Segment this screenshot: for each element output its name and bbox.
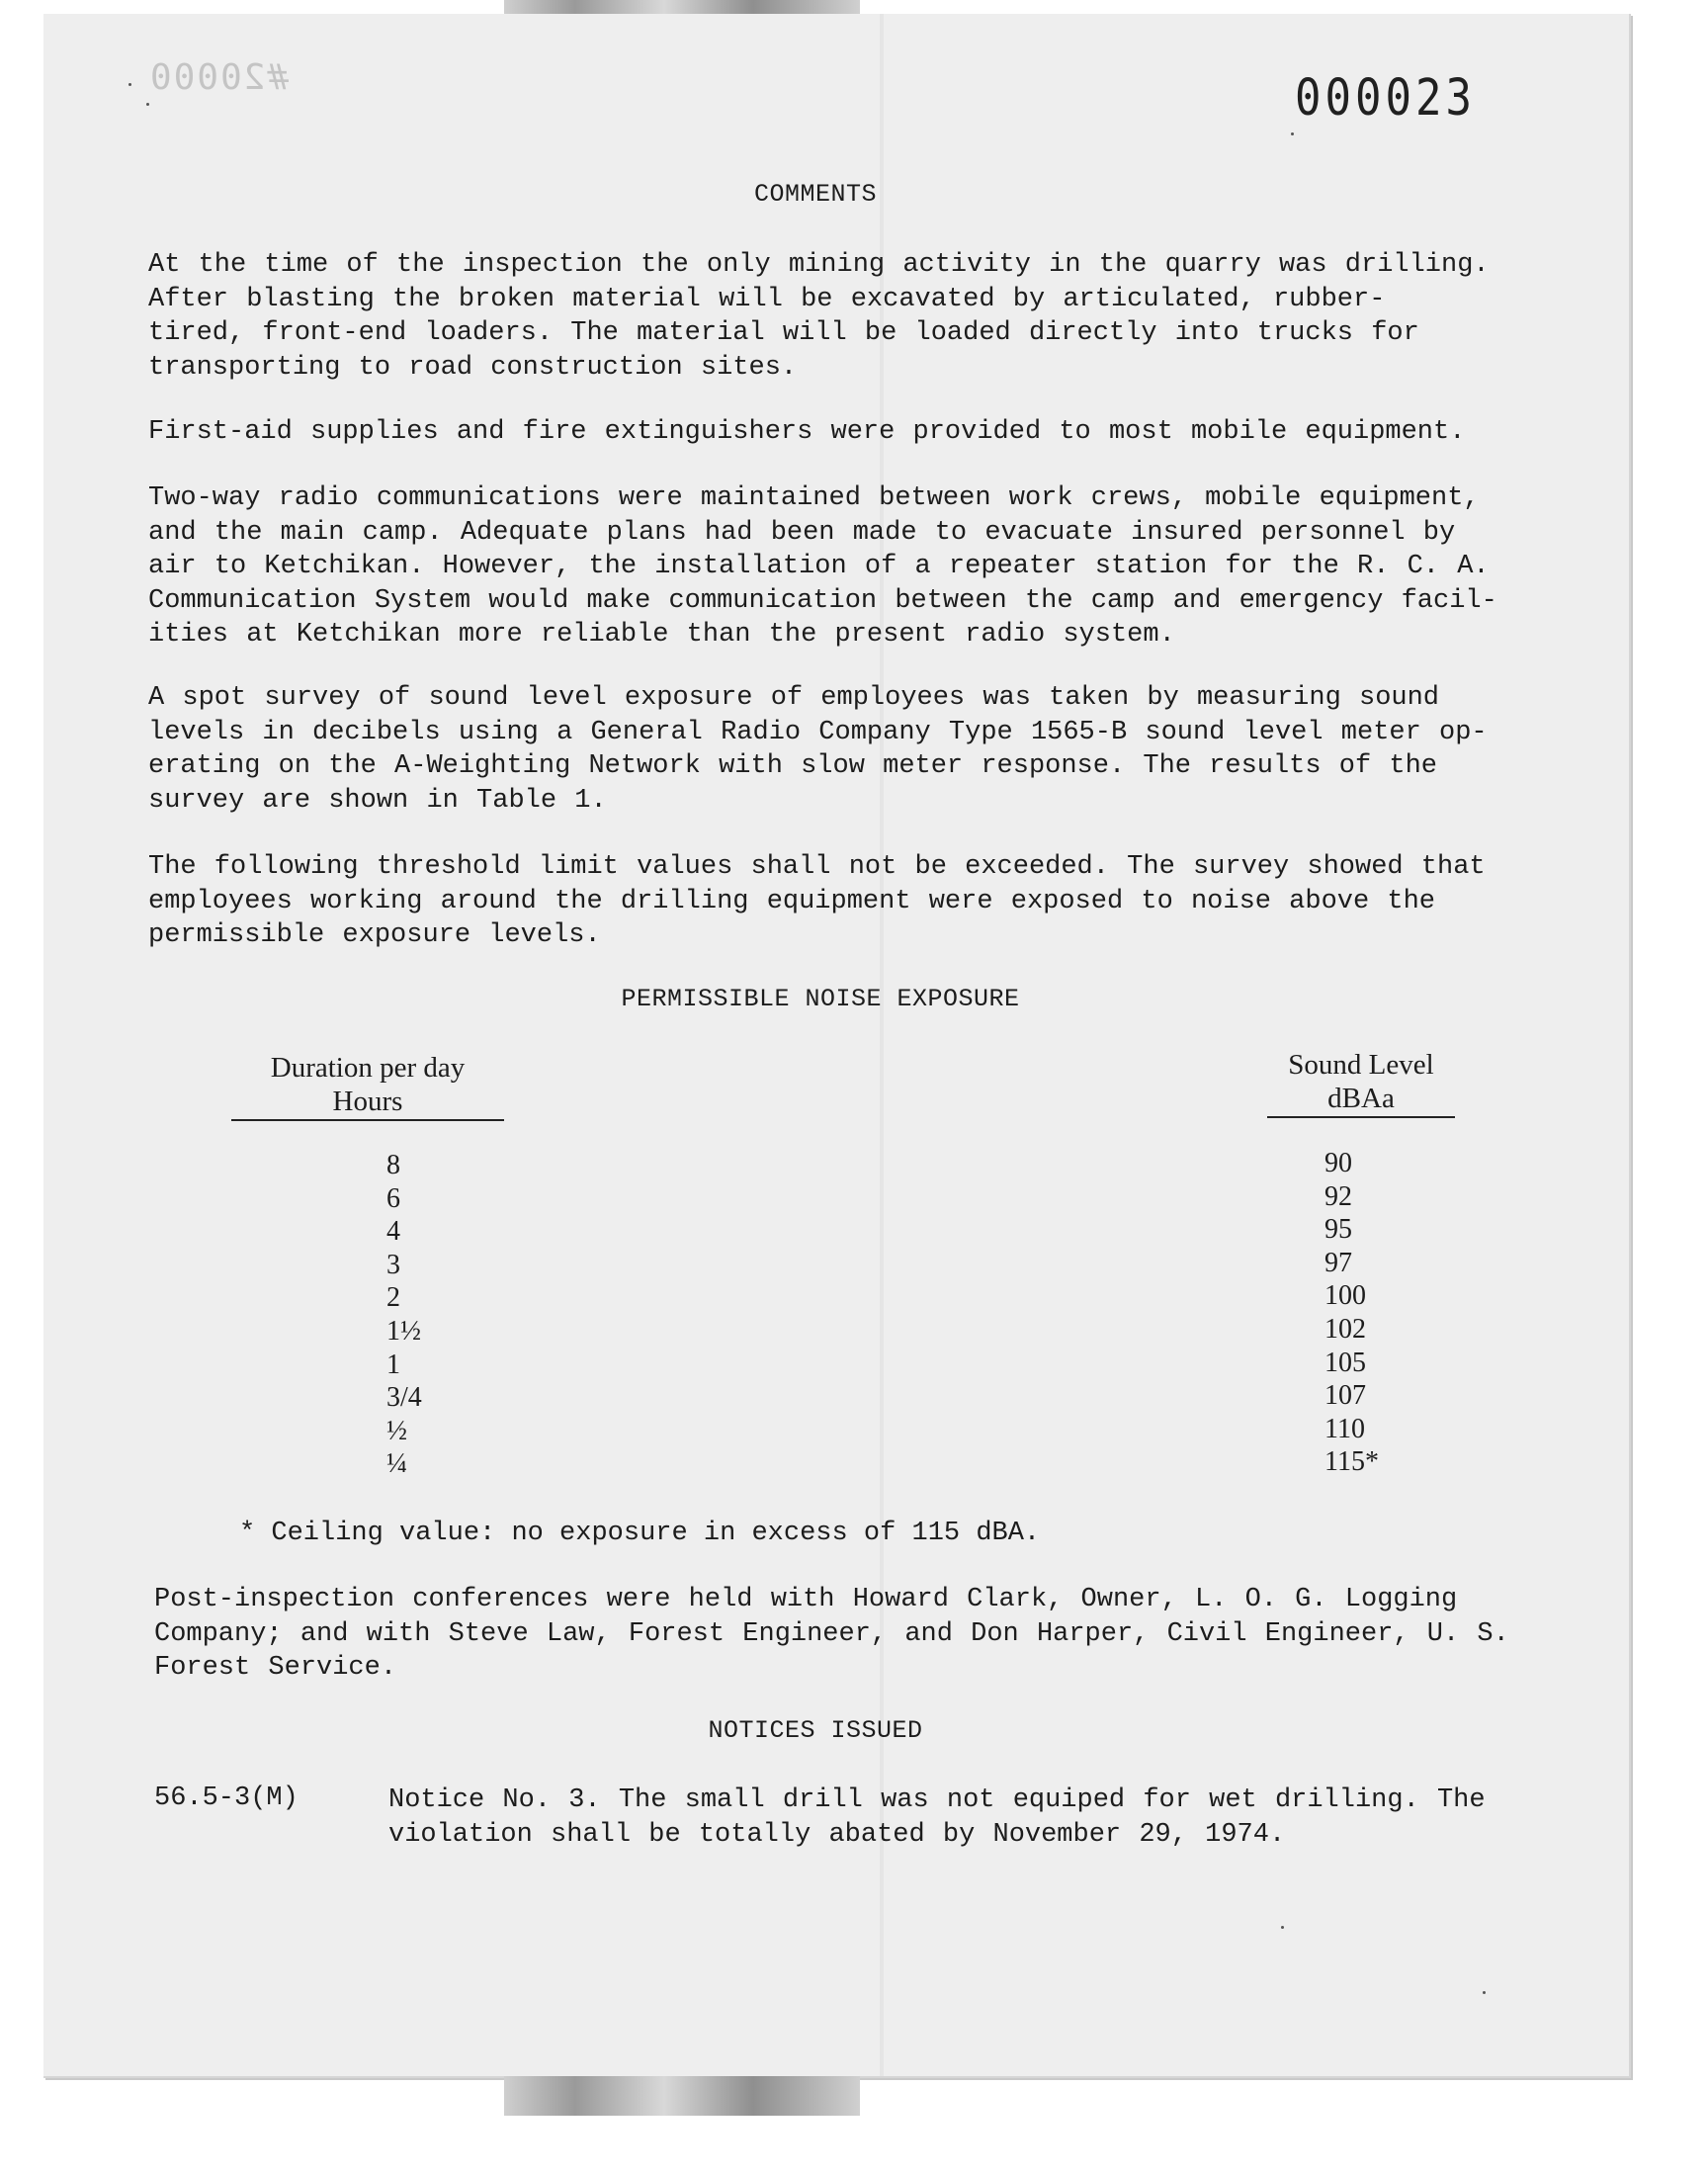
comments-paragraph-3: Two-way radio communications were maintained between work crews, mobile equipment, and the main camp. Adequate plans had been made to evacuate insured personnel by air to Ketchikan. However, the installation of a repeater station for the R. C. A. Communication System would make communication between the camp and emergency facil- ities at Ketchikan more reliable than the present radio system.: [148, 483, 1497, 650]
notice-text: Notice No. 3. The small drill was not equiped for wet drilling. The violation shall be totally abated by November 29, 1974.: [388, 1785, 1486, 1850]
notice-citation: 56.5-3(M): [154, 1784, 299, 1813]
document-number: 000023: [1295, 69, 1476, 128]
comments-paragraph-2: First-aid supplies and fire extinguishers were provided to most mobile equipment.: [148, 417, 1466, 447]
table-cell-level: 107: [1324, 1380, 1366, 1412]
table-cell-hours: 1: [386, 1348, 400, 1380]
comments-paragraph-1: At the time of the inspection the only mining activity in the quarry was drilling. After blasting the broken material will be excavated by articulated, rubber- tired, front-end loaders. The material will be loaded directly into trucks for transporting to road construction sites.: [148, 250, 1490, 383]
table-cell-hours: 6: [386, 1182, 400, 1214]
table-cell-level: 97: [1324, 1247, 1352, 1278]
table-cell-hours: 3/4: [386, 1382, 422, 1414]
duration-header-line1: Duration per day: [270, 1052, 466, 1084]
table-cell-hours: 8: [386, 1150, 400, 1180]
scan-edge-bottom: [504, 2076, 860, 2116]
duration-values: [386, 1149, 422, 1481]
sound-level-header-line1: Sound Level: [1288, 1049, 1434, 1081]
scan-speck: [1483, 1991, 1486, 1994]
table-cell-level: 95: [1324, 1214, 1352, 1246]
scan-edge-top: [504, 0, 860, 14]
ceiling-value-footnote: * Ceiling value: no exposure in excess of 115 dBA.: [239, 1519, 1041, 1548]
table-cell-level: 90: [1324, 1148, 1352, 1178]
table-cell-level: 110: [1324, 1413, 1365, 1444]
noise-table-title: PERMISSIBLE NOISE EXPOSURE: [621, 985, 1020, 1013]
table-cell-level: 102: [1324, 1313, 1366, 1345]
table-cell-hours: ¼: [386, 1448, 407, 1480]
table-cell-level: 100: [1324, 1280, 1366, 1312]
scan-speck: [128, 83, 131, 86]
comments-paragraph-4: A spot survey of sound level exposure of employees was taken by measuring sound levels in decibels using a General Radio Company Type 1565-B sound level meter op- erating on the A-Weighting Network with slow meter response. The results of the survey are shown in Table 1.: [148, 683, 1488, 816]
faint-bleed-through-number: #20000: [148, 57, 290, 98]
post-inspection-paragraph: Post-inspection conferences were held with Howard Clark, Owner, L. O. G. Logging Company; and with Steve Law, Forest Engineer, and Don Harper, Civil Engineer, U. S. Forest Service.: [154, 1585, 1509, 1683]
table-cell-hours: 3: [386, 1249, 400, 1280]
table-cell-level: 115*: [1324, 1446, 1379, 1478]
comments-heading: COMMENTS: [753, 180, 878, 209]
table-cell-level: 105: [1324, 1347, 1366, 1378]
comments-paragraph-5: The following threshold limit values shall not be exceeded. The survey showed that employees working around the drilling equipment were exposed to noise above the permissible exposure levels.: [148, 852, 1486, 950]
scan-speck: [146, 103, 149, 106]
scan-speck: [1281, 1926, 1284, 1929]
sound-level-column-header: [1267, 1048, 1455, 1118]
scan-speck: [1291, 132, 1294, 135]
table-cell-hours: 2: [386, 1282, 400, 1314]
table-cell-hours: 1½: [386, 1315, 421, 1347]
table-cell-level: 92: [1324, 1180, 1352, 1212]
duration-column-header: [231, 1051, 504, 1121]
notices-heading: NOTICES ISSUED: [708, 1716, 923, 1745]
table-cell-hours: 4: [386, 1216, 400, 1248]
table-cell-hours: ½: [386, 1415, 407, 1446]
sound-level-header-line2: dBAa: [1267, 1082, 1455, 1118]
duration-header-line2: Hours: [231, 1085, 504, 1121]
sound-level-values: [1324, 1147, 1379, 1479]
